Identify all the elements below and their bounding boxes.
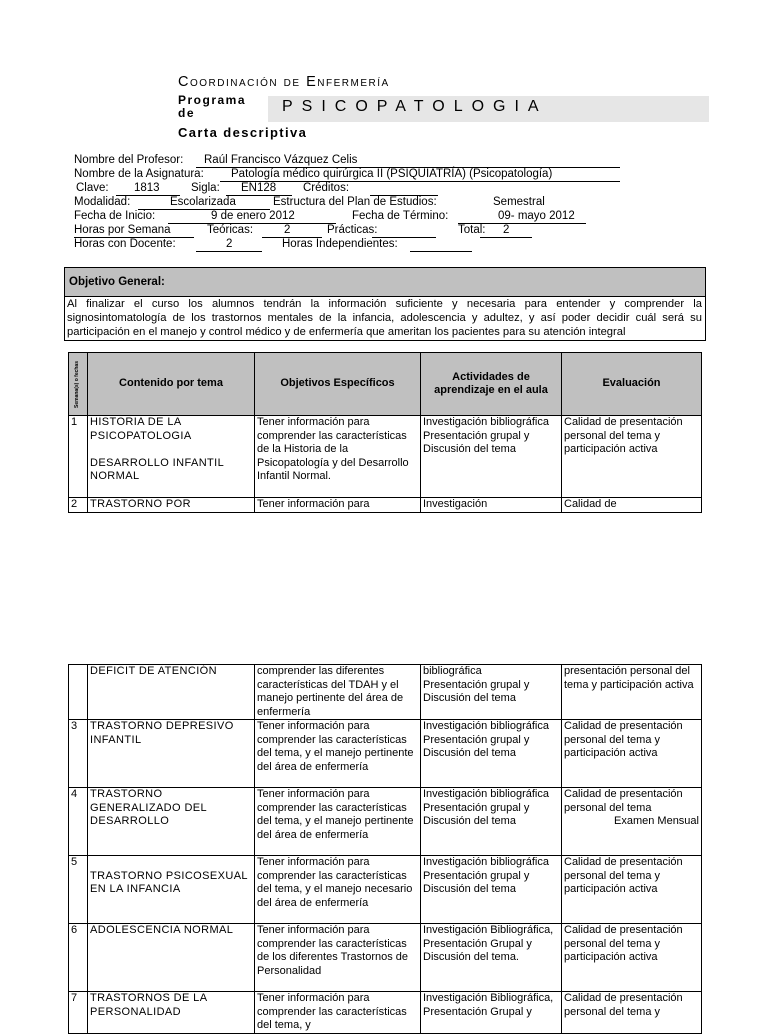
row-activities: Investigación bibliográfica Presentación grupal y Discusión del tema xyxy=(421,788,562,856)
objective-heading: Objetivo General: xyxy=(69,276,165,288)
row-activities: Investigación bibliográfica Presentación grupal y Discusión del tema xyxy=(421,416,562,498)
termino-label: Fecha de Término: xyxy=(352,210,449,222)
row-activities: Investigación Bibliográfica, Presentación Grupal y xyxy=(421,992,562,1034)
row-content: TRASTORNO GENERALIZADO DEL DESARROLLO xyxy=(88,788,255,856)
asignatura-value: Patología médico quirúrgica II (PSIQUIATRÍA) (Psicopatología) xyxy=(231,168,553,180)
total-label: Total: xyxy=(458,224,486,236)
objective-heading-bar xyxy=(65,268,705,297)
row-evaluation-text: Calidad de presentación personal del tema xyxy=(564,788,683,814)
header-content: Contenido por tema xyxy=(88,353,255,416)
header-evaluation: Evaluación xyxy=(562,353,702,416)
row-evaluation: Calidad de presentación personal del tema y participación activa xyxy=(562,720,702,788)
row-number: 1 xyxy=(69,416,88,498)
row-objectives: Tener información para comprender las características del tema, y el manejo pertinente del área de enfermería xyxy=(255,788,421,856)
estructura-value: Semestral xyxy=(493,196,545,208)
row-objectives: Tener información para comprender las características del tema, y xyxy=(255,992,421,1034)
independientes-label: Horas Independientes: xyxy=(282,238,398,250)
table-row xyxy=(69,720,702,788)
table-row xyxy=(69,788,702,856)
row-number: 7 xyxy=(69,992,88,1034)
row-evaluation: Calidad de presentación personal del tema y participación activa xyxy=(562,924,702,992)
clave-value: 1813 xyxy=(134,182,160,194)
header-objectives: Objetivos Específicos xyxy=(255,353,421,416)
row-objectives: comprender las diferentes características del TDAH y el manejo pertinente del área de enfermería xyxy=(255,665,421,720)
modalidad-value: Escolarizada xyxy=(170,196,236,208)
docente-label: Horas con Docente: xyxy=(74,238,176,250)
row-number: 2 xyxy=(69,498,88,513)
row-objectives: Tener información para xyxy=(255,498,421,513)
row-number: 3 xyxy=(69,720,88,788)
estructura-label: Estructura del Plan de Estudios: xyxy=(273,196,437,208)
row-evaluation: Calidad de xyxy=(562,498,702,513)
row-content: TRASTORNO POR xyxy=(88,498,255,513)
teoricas-value: 2 xyxy=(284,224,291,236)
table-row xyxy=(69,856,702,924)
row-content: DEFICIT DE ATENCIÓN xyxy=(88,665,255,720)
row-evaluation xyxy=(562,788,702,856)
row-evaluation-extra: Examen Mensual xyxy=(614,815,699,827)
row-activities: bibliográfica Presentación grupal y Discusión del tema xyxy=(421,665,562,720)
termino-value: 09- mayo 2012 xyxy=(498,210,575,222)
row-activities: Investigación xyxy=(421,498,562,513)
row-activities: Investigación bibliográfica Presentación grupal y Discusión del tema xyxy=(421,720,562,788)
row-objectives: Tener información para comprender las características de los diferentes Trastornos de Personalidad xyxy=(255,924,421,992)
row-objectives: Tener información para comprender las características del tema, y el manejo pertinente del área de enfermería xyxy=(255,720,421,788)
header-activities: Actividades de aprendizaje en el aula xyxy=(421,353,562,416)
program-label: Programa de xyxy=(178,93,247,120)
row-content: HISTORIA DE LA PSICOPATOLOGIA DESARROLLO INFANTIL NORMAL xyxy=(88,416,255,498)
row-number: 5 xyxy=(69,856,88,924)
teoricas-label: Teóricas: xyxy=(207,224,254,236)
inicio-value: 9 de enero 2012 xyxy=(211,210,295,222)
row-evaluation: Calidad de presentación personal del tema y participación activa xyxy=(562,856,702,924)
table-row xyxy=(69,992,702,1034)
objective-text: Al finalizar el curso los alumnos tendrán la información suficiente y necesaria para entender y comprender la signosintomatología de los trastornos mentales de la infancia, adolescencia y adultez, y así poder decidir cuál será su participación en el manejo y control médico y de enfermería que ameritan los pacientes para su atención integral xyxy=(67,298,702,338)
profesor-label: Nombre del Profesor: xyxy=(74,154,184,166)
objective-box xyxy=(64,267,706,341)
sigla-value: EN128 xyxy=(241,182,277,194)
row-activities: Investigación Bibliográfica, Presentación Grupal y Discusión del tema. xyxy=(421,924,562,992)
total-value: 2 xyxy=(503,224,510,236)
row-objectives: Tener información para comprender las características de la Historia de la Psicopatología y del Desarrollo Infantil Normal. xyxy=(255,416,421,498)
row-number xyxy=(69,665,88,720)
row-content: TRASTORNOS DE LA PERSONALIDAD xyxy=(88,992,255,1034)
row-content: TRASTORNO PSICOSEXUAL EN LA INFANCIA xyxy=(88,856,255,924)
creditos-label: Créditos: xyxy=(303,182,350,194)
header-week xyxy=(69,353,88,416)
modalidad-label: Modalidad: xyxy=(74,196,131,208)
horas-semana-label: Horas por Semana xyxy=(74,224,171,236)
document-subtitle: Carta descriptiva xyxy=(178,125,308,140)
row-objectives: Tener información para comprender las características del tema, y el manejo necesario del área de enfermería xyxy=(255,856,421,924)
program-title: PSICOPATOLOGIA xyxy=(282,98,548,115)
row-evaluation: Calidad de presentación personal del tema y xyxy=(562,992,702,1034)
row-activities: Investigación bibliográfica Presentación grupal y Discusión del tema xyxy=(421,856,562,924)
practicas-label: Prácticas: xyxy=(327,224,378,236)
coordination-title: Coordinación de Enfermería xyxy=(178,74,390,90)
sigla-label: Sigla: xyxy=(191,182,220,194)
inicio-label: Fecha de Inicio: xyxy=(74,210,156,222)
table-row xyxy=(69,498,702,513)
table-row xyxy=(69,924,702,992)
docente-value: 2 xyxy=(226,238,233,250)
row-evaluation: Calidad de presentación personal del tema y participación activa xyxy=(562,416,702,498)
header-week-text: Semana(s) o fechas xyxy=(74,360,81,408)
row-evaluation: presentación personal del tema y participación activa xyxy=(562,665,702,720)
row-number: 6 xyxy=(69,924,88,992)
profesor-value: Raúl Francisco Vázquez Celis xyxy=(204,154,358,166)
content-table-top xyxy=(68,352,702,513)
table-row xyxy=(69,416,702,498)
row-content: ADOLESCENCIA NORMAL xyxy=(88,924,255,992)
content-table-bottom xyxy=(68,664,702,1034)
asignatura-label: Nombre de la Asignatura: xyxy=(74,168,204,180)
row-content: TRASTORNO DEPRESIVO INFANTIL xyxy=(88,720,255,788)
clave-label: Clave: xyxy=(76,182,109,194)
table-row xyxy=(69,665,702,720)
row-number: 4 xyxy=(69,788,88,856)
